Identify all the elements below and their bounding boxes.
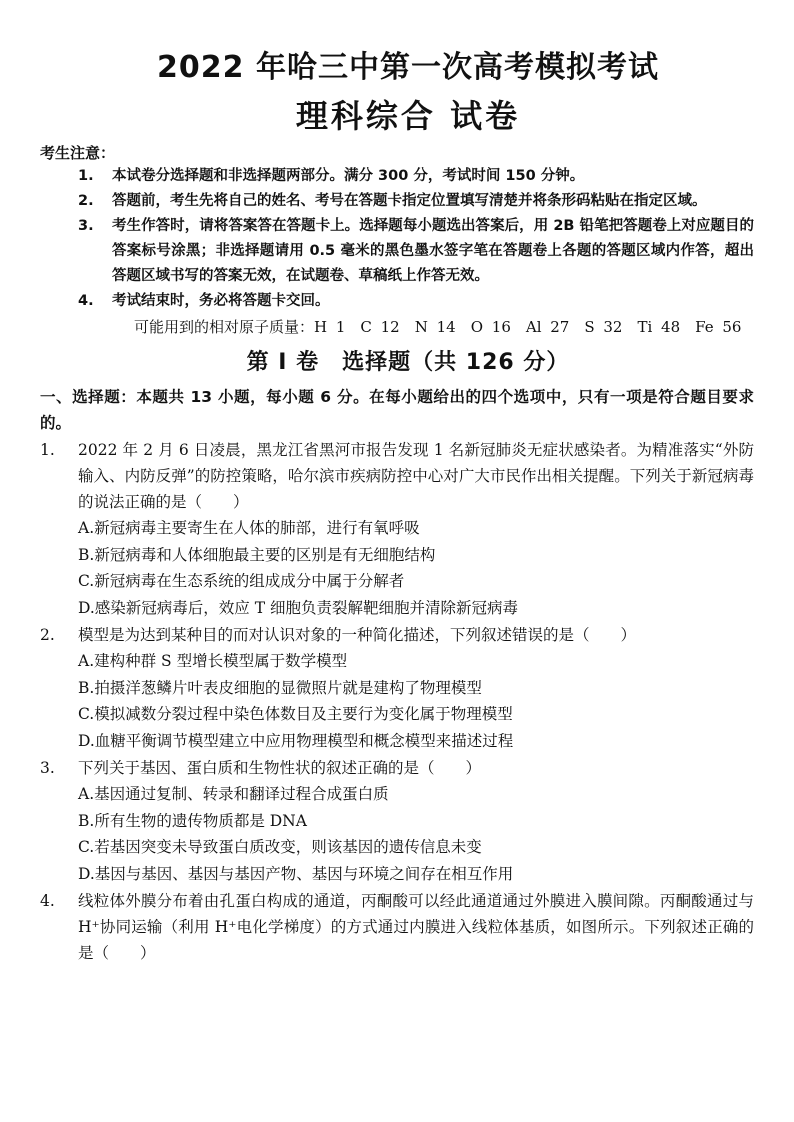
option-c: C.若基因突变未导致蛋白质改变，则该基因的遗传信息未变: [78, 838, 482, 856]
notice-item: [78, 214, 754, 289]
notice-section: [40, 142, 754, 340]
exam-subtitle: 理科综合 试卷: [295, 97, 521, 135]
notice-item-number: 4.: [78, 293, 94, 309]
question-stem: 2022 年 2 月 6 日凌晨，黑龙江省黑河市报告发现 1 名新冠肺炎无症状感染者。为精准落实“外防输入、内防反弹”的防控策略，哈尔滨市疾病防控中心对广大市民作出相关提醒。下列关于新冠病毒的说法正确的是（ ）: [78, 441, 754, 511]
question-number: 2.: [40, 626, 55, 644]
option-a: A.新冠病毒主要寄生在人体的肺部，进行有氧呼吸: [78, 519, 420, 537]
question: [40, 888, 754, 966]
question-number: 3.: [40, 759, 55, 777]
option-b: B.拍摄洋葱鳞片叶表皮细胞的显微照片就是建构了物理模型: [78, 678, 482, 697]
option-a: A.建构种群 S 型增长模型属于数学模型: [78, 652, 348, 670]
option-b: B.新冠病毒和人体细胞最主要的区别是有无细胞结构: [78, 545, 436, 564]
section-title: 第 I 卷 选择题（共 126 分）: [246, 350, 570, 375]
notice-item: [78, 189, 754, 214]
notice-item-text: 本试卷分选择题和非选择题两部分。满分 300 分，考试时间 150 分钟。: [112, 168, 585, 184]
options-list: [62, 515, 754, 621]
question-stem: 线粒体外膜分布着由孔蛋白构成的通道，丙酮酸可以经此通道通过外膜进入膜间隙。丙酮酸通过与 H⁺协同运输（利用 H⁺电化学梯度）的方式通过内膜进入线粒体基质，如图所示。下列叙述正确的是（ ）: [78, 892, 754, 962]
question-number: 1.: [40, 441, 55, 459]
notice-item-text: 答题前，考生先将自己的姓名、考号在答题卡指定位置填写清楚并将条形码粘贴在指定区域。: [112, 193, 707, 209]
notice-item: [78, 164, 754, 189]
notice-item: [78, 289, 754, 314]
options-list: [62, 648, 754, 754]
question-stem: 模型是为达到某种目的而对认识对象的一种简化描述，下列叙述错误的是（ ）: [78, 626, 637, 644]
question: [40, 755, 754, 887]
notice-item-number: 2.: [78, 193, 94, 209]
notice-item-text: 考试结束时，务必将答题卡交回。: [112, 293, 330, 309]
notice-list: [62, 164, 754, 314]
option-c: C.新冠病毒在生态系统的组成成分中属于分解者: [78, 572, 405, 590]
question: [40, 437, 754, 621]
option-d: D.感染新冠病毒后，效应 T 细胞负责裂解靶细胞并清除新冠病毒: [78, 598, 518, 617]
exam-title: 2022 年哈三中第一次高考模拟考试: [157, 50, 659, 85]
option-d: D.血糖平衡调节模型建立中应用物理模型和概念模型来描述过程: [78, 731, 514, 750]
notice-item-number: 1.: [78, 168, 94, 184]
notice-item-number: 3.: [78, 218, 94, 234]
option-c: C.模拟减数分裂过程中染色体数目及主要行为变化属于物理模型: [78, 705, 513, 723]
question-number: 4.: [40, 892, 55, 910]
option-a: A.基因通过复制、转录和翻译过程合成蛋白质: [78, 785, 389, 803]
options-list: [62, 781, 754, 887]
notice-title: 考生注意：: [40, 144, 116, 162]
question: [40, 622, 754, 754]
question-stem: 下列关于基因、蛋白质和生物性状的叙述正确的是（ ）: [78, 759, 482, 777]
option-b: B.所有生物的遗传物质都是 DNA: [78, 811, 307, 830]
notice-item-text: 考生作答时，请将答案答在答题卡上。选择题每小题选出答案后，用 2B 铅笔把答题卷上对应题目的答案标号涂黑；非选择题请用 0.5 毫米的黑色墨水签字笔在答题卷上各题的答题区域内作答，超出答题区域书写的答案无效，在试题卷、草稿纸上作答无效。: [112, 218, 754, 284]
atomic-masses-line: 可能用到的相对原子质量：H 1 C 12 N 14 O 16 Al 27 S 32 Ti 48 Fe 56: [134, 318, 742, 336]
part-header: 一、选择题：本题共 13 小题，每小题 6 分。在每小题给出的四个选项中，只有一项是符合题目要求的。: [40, 388, 754, 432]
option-d: D.基因与基因、基因与基因产物、基因与环境之间存在相互作用: [78, 864, 514, 883]
